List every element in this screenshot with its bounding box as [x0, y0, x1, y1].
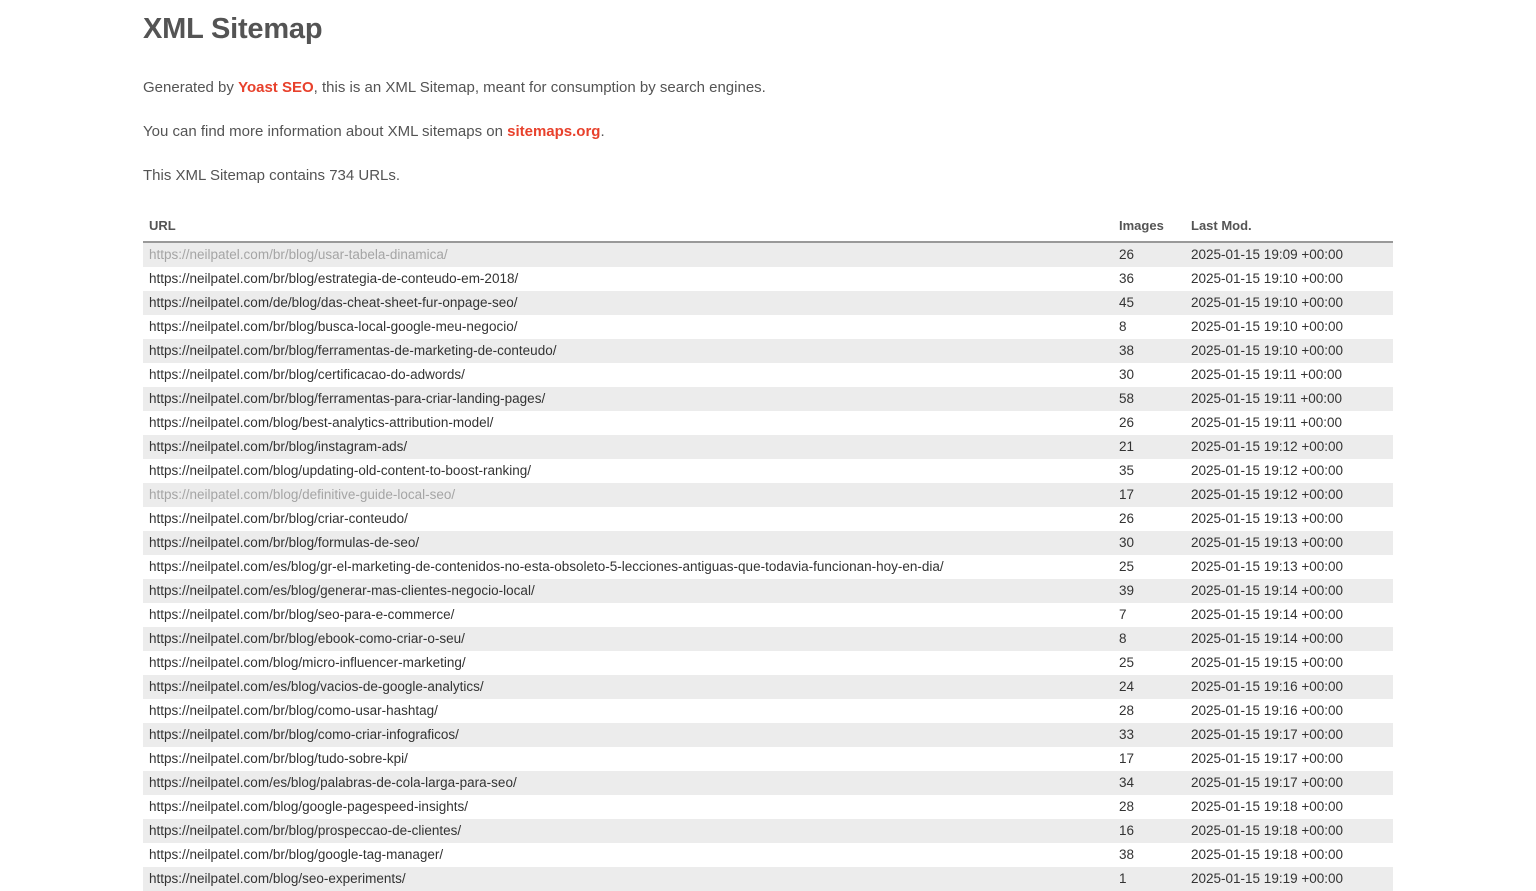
cell-images: 24 — [1113, 675, 1185, 699]
cell-images: 38 — [1113, 843, 1185, 867]
cell-lastmod: 2025-01-15 19:12 +00:00 — [1185, 459, 1393, 483]
cell-lastmod: 2025-01-15 19:14 +00:00 — [1185, 627, 1393, 651]
cell-images: 21 — [1113, 435, 1185, 459]
sitemap-url-link[interactable]: https://neilpatel.com/br/blog/formulas-de-seo/ — [149, 534, 420, 550]
table-row — [143, 843, 1393, 867]
cell-images: 39 — [1113, 579, 1185, 603]
cell-lastmod: 2025-01-15 19:17 +00:00 — [1185, 747, 1393, 771]
table-row — [143, 819, 1393, 843]
cell-images: 35 — [1113, 459, 1185, 483]
sitemap-url-link[interactable]: https://neilpatel.com/br/blog/busca-local-google-meu-negocio/ — [149, 318, 518, 334]
sitemap-url-link[interactable]: https://neilpatel.com/de/blog/das-cheat-sheet-fur-onpage-seo/ — [149, 294, 518, 310]
cell-url — [143, 747, 1113, 771]
cell-lastmod: 2025-01-15 19:19 +00:00 — [1185, 867, 1393, 891]
table-row — [143, 267, 1393, 291]
sitemap-url-link[interactable]: https://neilpatel.com/br/blog/como-criar-infograficos/ — [149, 726, 459, 742]
cell-lastmod: 2025-01-15 19:14 +00:00 — [1185, 579, 1393, 603]
cell-images: 26 — [1113, 411, 1185, 435]
cell-lastmod: 2025-01-15 19:18 +00:00 — [1185, 819, 1393, 843]
table-row — [143, 531, 1393, 555]
table-row — [143, 795, 1393, 819]
cell-lastmod: 2025-01-15 19:18 +00:00 — [1185, 795, 1393, 819]
cell-url — [143, 242, 1113, 267]
cell-images: 28 — [1113, 795, 1185, 819]
cell-lastmod: 2025-01-15 19:13 +00:00 — [1185, 531, 1393, 555]
intro-moreinfo-prefix: You can find more information about XML sitemaps on — [143, 122, 508, 140]
cell-images: 26 — [1113, 507, 1185, 531]
cell-lastmod: 2025-01-15 19:10 +00:00 — [1185, 339, 1393, 363]
column-header-images[interactable]: Images — [1113, 218, 1185, 242]
cell-url — [143, 579, 1113, 603]
cell-images: 16 — [1113, 819, 1185, 843]
sitemap-url-link[interactable]: https://neilpatel.com/br/blog/prospeccao-de-clientes/ — [149, 822, 462, 838]
cell-images: 1 — [1113, 867, 1185, 891]
cell-lastmod: 2025-01-15 19:11 +00:00 — [1185, 411, 1393, 435]
table-row — [143, 867, 1393, 891]
cell-images: 33 — [1113, 723, 1185, 747]
column-header-url[interactable]: URL — [143, 218, 1113, 242]
intro-generated-by — [143, 46, 1536, 98]
table-header-row — [143, 218, 1393, 242]
sitemap-url-link[interactable]: https://neilpatel.com/es/blog/gr-el-marketing-de-contenidos-no-esta-obsoleto-5-lecciones-antiguas-que-todavia-funcionan-hoy-en-dia/ — [149, 558, 944, 574]
page-title: XML Sitemap — [143, 13, 323, 45]
cell-url — [143, 867, 1113, 891]
sitemap-url-link[interactable]: https://neilpatel.com/br/blog/como-usar-hashtag/ — [149, 702, 438, 718]
cell-url — [143, 315, 1113, 339]
cell-lastmod: 2025-01-15 19:11 +00:00 — [1185, 387, 1393, 411]
cell-url — [143, 651, 1113, 675]
sitemap-url-link[interactable]: https://neilpatel.com/br/blog/usar-tabela-dinamica/ — [149, 246, 448, 262]
cell-lastmod: 2025-01-15 19:16 +00:00 — [1185, 675, 1393, 699]
sitemap-url-link[interactable]: https://neilpatel.com/es/blog/palabras-de-cola-larga-para-seo/ — [149, 774, 517, 790]
table-row — [143, 435, 1393, 459]
cell-images: 17 — [1113, 747, 1185, 771]
cell-url — [143, 699, 1113, 723]
cell-images: 26 — [1113, 242, 1185, 267]
cell-url — [143, 675, 1113, 699]
sitemap-url-link[interactable]: https://neilpatel.com/blog/seo-experiments/ — [149, 870, 406, 886]
cell-url — [143, 819, 1113, 843]
url-count-text: This XML Sitemap contains 734 URLs. — [143, 166, 401, 184]
table-row — [143, 747, 1393, 771]
cell-url — [143, 387, 1113, 411]
cell-lastmod: 2025-01-15 19:10 +00:00 — [1185, 267, 1393, 291]
cell-images: 30 — [1113, 363, 1185, 387]
cell-images: 25 — [1113, 555, 1185, 579]
cell-url — [143, 291, 1113, 315]
cell-lastmod: 2025-01-15 19:13 +00:00 — [1185, 555, 1393, 579]
table-row — [143, 507, 1393, 531]
cell-url — [143, 795, 1113, 819]
sitemap-url-link[interactable]: https://neilpatel.com/es/blog/vacios-de-google-analytics/ — [149, 678, 484, 694]
cell-url — [143, 483, 1113, 507]
sitemap-url-link[interactable]: https://neilpatel.com/br/blog/estrategia-de-conteudo-em-2018/ — [149, 270, 519, 286]
table-row — [143, 315, 1393, 339]
sitemap-url-link[interactable]: https://neilpatel.com/br/blog/ferramentas-para-criar-landing-pages/ — [149, 390, 546, 406]
table-row — [143, 579, 1393, 603]
cell-lastmod: 2025-01-15 19:09 +00:00 — [1185, 242, 1393, 267]
cell-url — [143, 843, 1113, 867]
table-row — [143, 723, 1393, 747]
sitemap-table — [143, 218, 1393, 891]
table-row — [143, 483, 1393, 507]
cell-images: 45 — [1113, 291, 1185, 315]
table-row — [143, 555, 1393, 579]
cell-url — [143, 435, 1113, 459]
cell-images: 38 — [1113, 339, 1185, 363]
cell-url — [143, 459, 1113, 483]
table-row — [143, 291, 1393, 315]
intro-more-information — [143, 98, 1536, 142]
cell-lastmod: 2025-01-15 19:17 +00:00 — [1185, 723, 1393, 747]
cell-url — [143, 411, 1113, 435]
cell-lastmod: 2025-01-15 19:14 +00:00 — [1185, 603, 1393, 627]
sitemap-url-link[interactable]: https://neilpatel.com/br/blog/tudo-sobre-kpi/ — [149, 750, 408, 766]
sitemap-url-link[interactable]: https://neilpatel.com/br/blog/instagram-ads/ — [149, 438, 408, 454]
cell-lastmod: 2025-01-15 19:13 +00:00 — [1185, 507, 1393, 531]
table-header — [143, 218, 1393, 242]
cell-url — [143, 603, 1113, 627]
cell-images: 58 — [1113, 387, 1185, 411]
cell-images: 8 — [1113, 627, 1185, 651]
table-body — [143, 242, 1393, 891]
cell-url — [143, 267, 1113, 291]
cell-images: 30 — [1113, 531, 1185, 555]
sitemap-url-link[interactable]: https://neilpatel.com/br/blog/criar-conteudo/ — [149, 510, 408, 526]
table-row — [143, 339, 1393, 363]
sitemap-url-link[interactable]: https://neilpatel.com/br/blog/ferramentas-de-marketing-de-conteudo/ — [149, 342, 557, 358]
intro-generated-prefix: Generated by — [143, 78, 239, 96]
table-row — [143, 387, 1393, 411]
intro-generated-suffix: , this is an XML Sitemap, meant for consumption by search engines. — [313, 78, 766, 96]
table-row — [143, 363, 1393, 387]
cell-images: 17 — [1113, 483, 1185, 507]
cell-lastmod: 2025-01-15 19:15 +00:00 — [1185, 651, 1393, 675]
table-row — [143, 699, 1393, 723]
cell-images: 28 — [1113, 699, 1185, 723]
cell-url — [143, 627, 1113, 651]
cell-images: 25 — [1113, 651, 1185, 675]
table-row — [143, 411, 1393, 435]
intro-moreinfo-suffix: . — [600, 122, 605, 140]
cell-url — [143, 555, 1113, 579]
cell-url — [143, 771, 1113, 795]
sitemap-url-link[interactable]: https://neilpatel.com/br/blog/seo-para-e-commerce/ — [149, 606, 455, 622]
cell-url — [143, 531, 1113, 555]
cell-images: 34 — [1113, 771, 1185, 795]
table-row — [143, 771, 1393, 795]
table-row — [143, 651, 1393, 675]
cell-url — [143, 723, 1113, 747]
sitemap-url-link[interactable]: https://neilpatel.com/es/blog/generar-mas-clientes-negocio-local/ — [149, 582, 535, 598]
yoast-seo-link[interactable]: Yoast SEO — [238, 78, 314, 96]
cell-lastmod: 2025-01-15 19:18 +00:00 — [1185, 843, 1393, 867]
sitemap-url-link[interactable]: https://neilpatel.com/blog/best-analytics-attribution-model/ — [149, 414, 494, 430]
table-row — [143, 242, 1393, 267]
cell-url — [143, 507, 1113, 531]
cell-images: 7 — [1113, 603, 1185, 627]
cell-url — [143, 339, 1113, 363]
cell-images: 36 — [1113, 267, 1185, 291]
table-row — [143, 627, 1393, 651]
cell-lastmod: 2025-01-15 19:10 +00:00 — [1185, 291, 1393, 315]
table-row — [143, 675, 1393, 699]
cell-url — [143, 363, 1113, 387]
cell-lastmod: 2025-01-15 19:11 +00:00 — [1185, 363, 1393, 387]
cell-lastmod: 2025-01-15 19:10 +00:00 — [1185, 315, 1393, 339]
sitemap-url-link[interactable]: https://neilpatel.com/blog/google-pagespeed-insights/ — [149, 798, 468, 814]
sitemap-url-link[interactable]: https://neilpatel.com/br/blog/certificacao-do-adwords/ — [149, 366, 465, 382]
sitemap-url-link[interactable]: https://neilpatel.com/br/blog/ebook-como-criar-o-seu/ — [149, 630, 465, 646]
sitemap-url-link[interactable]: https://neilpatel.com/br/blog/google-tag-manager/ — [149, 846, 444, 862]
sitemaps-org-link[interactable]: sitemaps.org — [507, 122, 601, 140]
cell-lastmod: 2025-01-15 19:12 +00:00 — [1185, 435, 1393, 459]
cell-lastmod: 2025-01-15 19:17 +00:00 — [1185, 771, 1393, 795]
column-header-lastmod[interactable]: Last Mod. — [1185, 218, 1393, 242]
cell-images: 8 — [1113, 315, 1185, 339]
table-row — [143, 459, 1393, 483]
sitemap-url-link[interactable]: https://neilpatel.com/blog/definitive-guide-local-seo/ — [149, 486, 456, 502]
table-row — [143, 603, 1393, 627]
sitemap-url-link[interactable]: https://neilpatel.com/blog/updating-old-content-to-boost-ranking/ — [149, 462, 531, 478]
cell-lastmod: 2025-01-15 19:16 +00:00 — [1185, 699, 1393, 723]
sitemap-url-link[interactable]: https://neilpatel.com/blog/micro-influencer-marketing/ — [149, 654, 466, 670]
cell-lastmod: 2025-01-15 19:12 +00:00 — [1185, 483, 1393, 507]
